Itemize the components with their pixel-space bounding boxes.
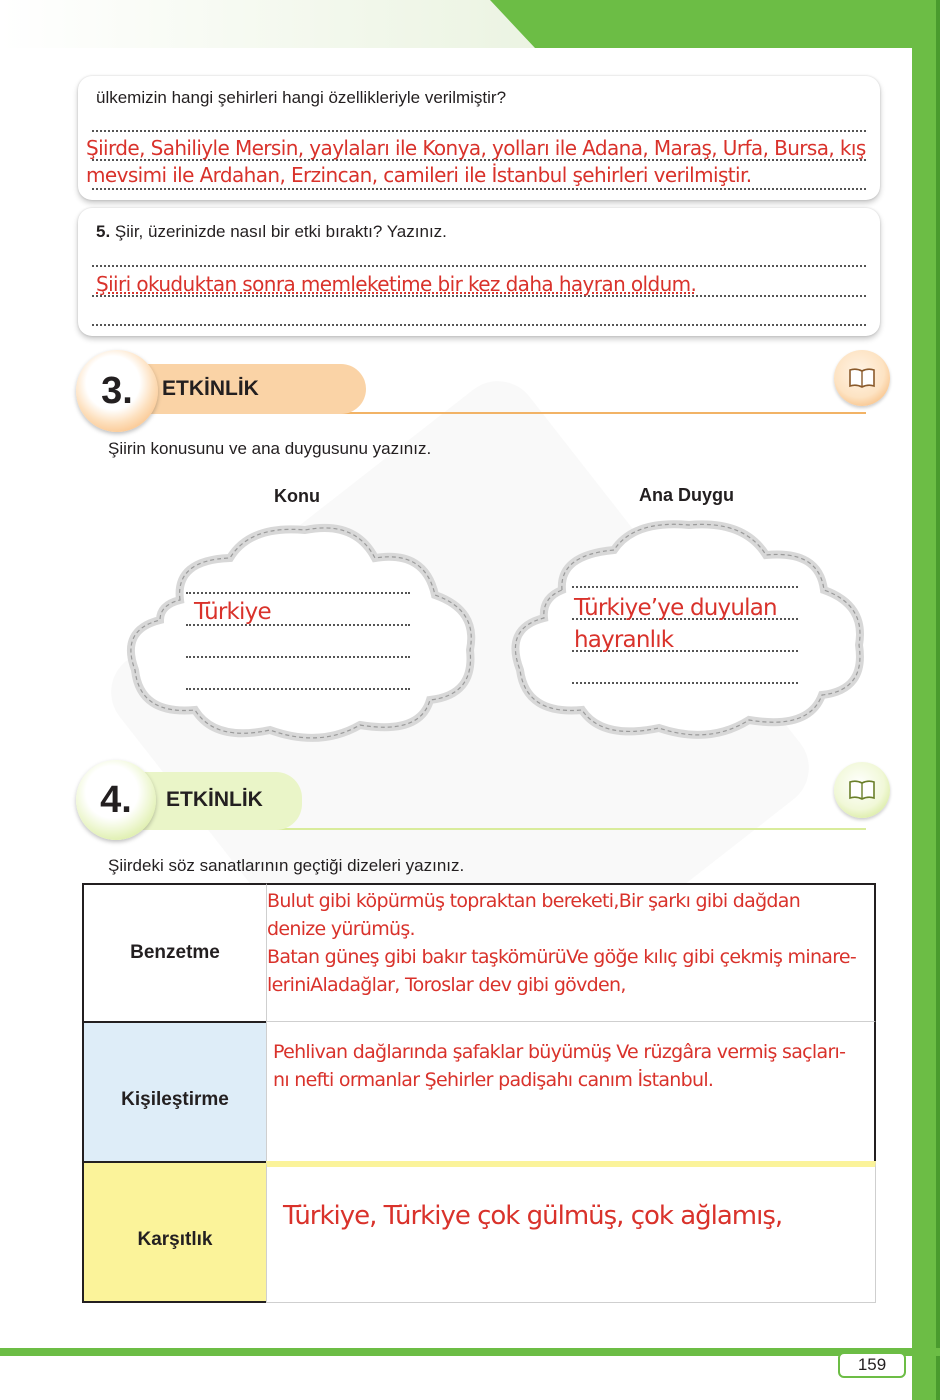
activity-4-underline <box>226 828 866 830</box>
question-4-text: ülkemizin hangi şehirleri hangi özellikleriyle verilmiştir? <box>96 88 507 107</box>
answer-line <box>572 586 798 588</box>
question-4-card <box>78 76 880 200</box>
subject-cloud <box>120 520 480 750</box>
kisilestirme-answer-line-1: Pehlivan dağlarında şafaklar büyümüş Ve rüzgâra vermiş saçları- <box>273 1041 846 1063</box>
row-label-karsitlik <box>82 1161 268 1303</box>
benzetme-answer-line-1: Bulut gibi köpürmüş topraktan bereketi,Bir şarkı gibi dağdan <box>267 890 801 912</box>
question-5-card <box>78 208 880 336</box>
activity-3-title: ETKİNLİK <box>162 377 259 400</box>
activity-3-instruction: Şiirin konusunu ve ana duygusunu yazınız. <box>108 439 432 458</box>
karsitlik-answer: Türkiye, Türkiye çok gülmüş, çok ağlamış, <box>283 1201 783 1231</box>
activity-4-header <box>76 760 876 850</box>
question-4-answer-line-2: mevsimi ile Ardahan, Erzincan, camileri ile İstanbul şehirleri verilmiştir. <box>86 163 752 187</box>
emotion-answer-line-2: hayranlık <box>574 627 674 653</box>
row-label-text: Karşıtlık <box>137 1229 213 1250</box>
page-number: 159 <box>838 1352 906 1378</box>
answer-line <box>186 688 410 690</box>
emotion-cloud <box>504 520 870 750</box>
bottom-bar <box>0 1348 940 1356</box>
open-book-icon <box>834 350 890 406</box>
row-label-text: Benzetme <box>130 942 220 963</box>
answer-line <box>186 592 410 594</box>
activity-3-number: 3. <box>101 370 133 412</box>
kisilestirme-answer-line-2: nı nefti ormanlar Şehirler padişahı canım İstanbul. <box>273 1069 714 1091</box>
row-answer-cell <box>266 1021 876 1163</box>
emotion-answer-line-1: Türkiye’ye duyulan <box>574 595 777 621</box>
emotion-heading: Ana Duygu <box>639 485 735 505</box>
benzetme-answer-line-3: Batan güneş gibi bakır taşkömürüVe göğe kılıç gibi çekmiş minare- <box>267 946 857 968</box>
top-corner-decoration <box>490 0 940 48</box>
benzetme-answer-line-4: leriniAladağlar, Toroslar dev gibi gövden, <box>267 974 626 996</box>
question-4-answer-line-1: Şiirde, Sahiliyle Mersin, yaylaları ile Konya, yolları ile Adana, Maraş, Urfa, Bursa, kış <box>86 136 866 160</box>
answer-line <box>572 682 798 684</box>
answer-line <box>186 656 410 658</box>
activity-4-instruction: Şiirdeki söz sanatlarının geçtiği dizeleri yazınız. <box>108 856 465 875</box>
activity-4-number: 4. <box>100 779 132 821</box>
figures-of-speech-table <box>82 883 876 1303</box>
question-5-text: Şiir, üzerinizde nasıl bir etki bıraktı? Yazınız. <box>114 222 447 241</box>
activity-4-title: ETKİNLİK <box>166 788 263 811</box>
question-5-answer: Şiiri okuduktan sonra memleketime bir kez daha hayran oldum. <box>96 272 697 296</box>
answer-line <box>92 265 866 267</box>
answer-line <box>92 324 866 326</box>
question-5-number: 5. <box>96 222 111 241</box>
row-answer-cell <box>266 883 876 1023</box>
row-label-text: Kişileştirme <box>121 1089 229 1110</box>
row-label-kisilestirme <box>82 1021 268 1163</box>
answer-line <box>92 130 866 132</box>
right-edge-shadow <box>936 0 940 1400</box>
open-book-icon <box>834 762 890 818</box>
subject-answer: Türkiye <box>194 599 271 625</box>
subject-heading: Konu <box>274 486 320 506</box>
row-answer-cell <box>266 1161 876 1303</box>
benzetme-answer-line-2: denize yürümüş. <box>267 918 415 940</box>
row-label-benzetme <box>82 883 268 1023</box>
activity-3-header <box>76 350 876 440</box>
